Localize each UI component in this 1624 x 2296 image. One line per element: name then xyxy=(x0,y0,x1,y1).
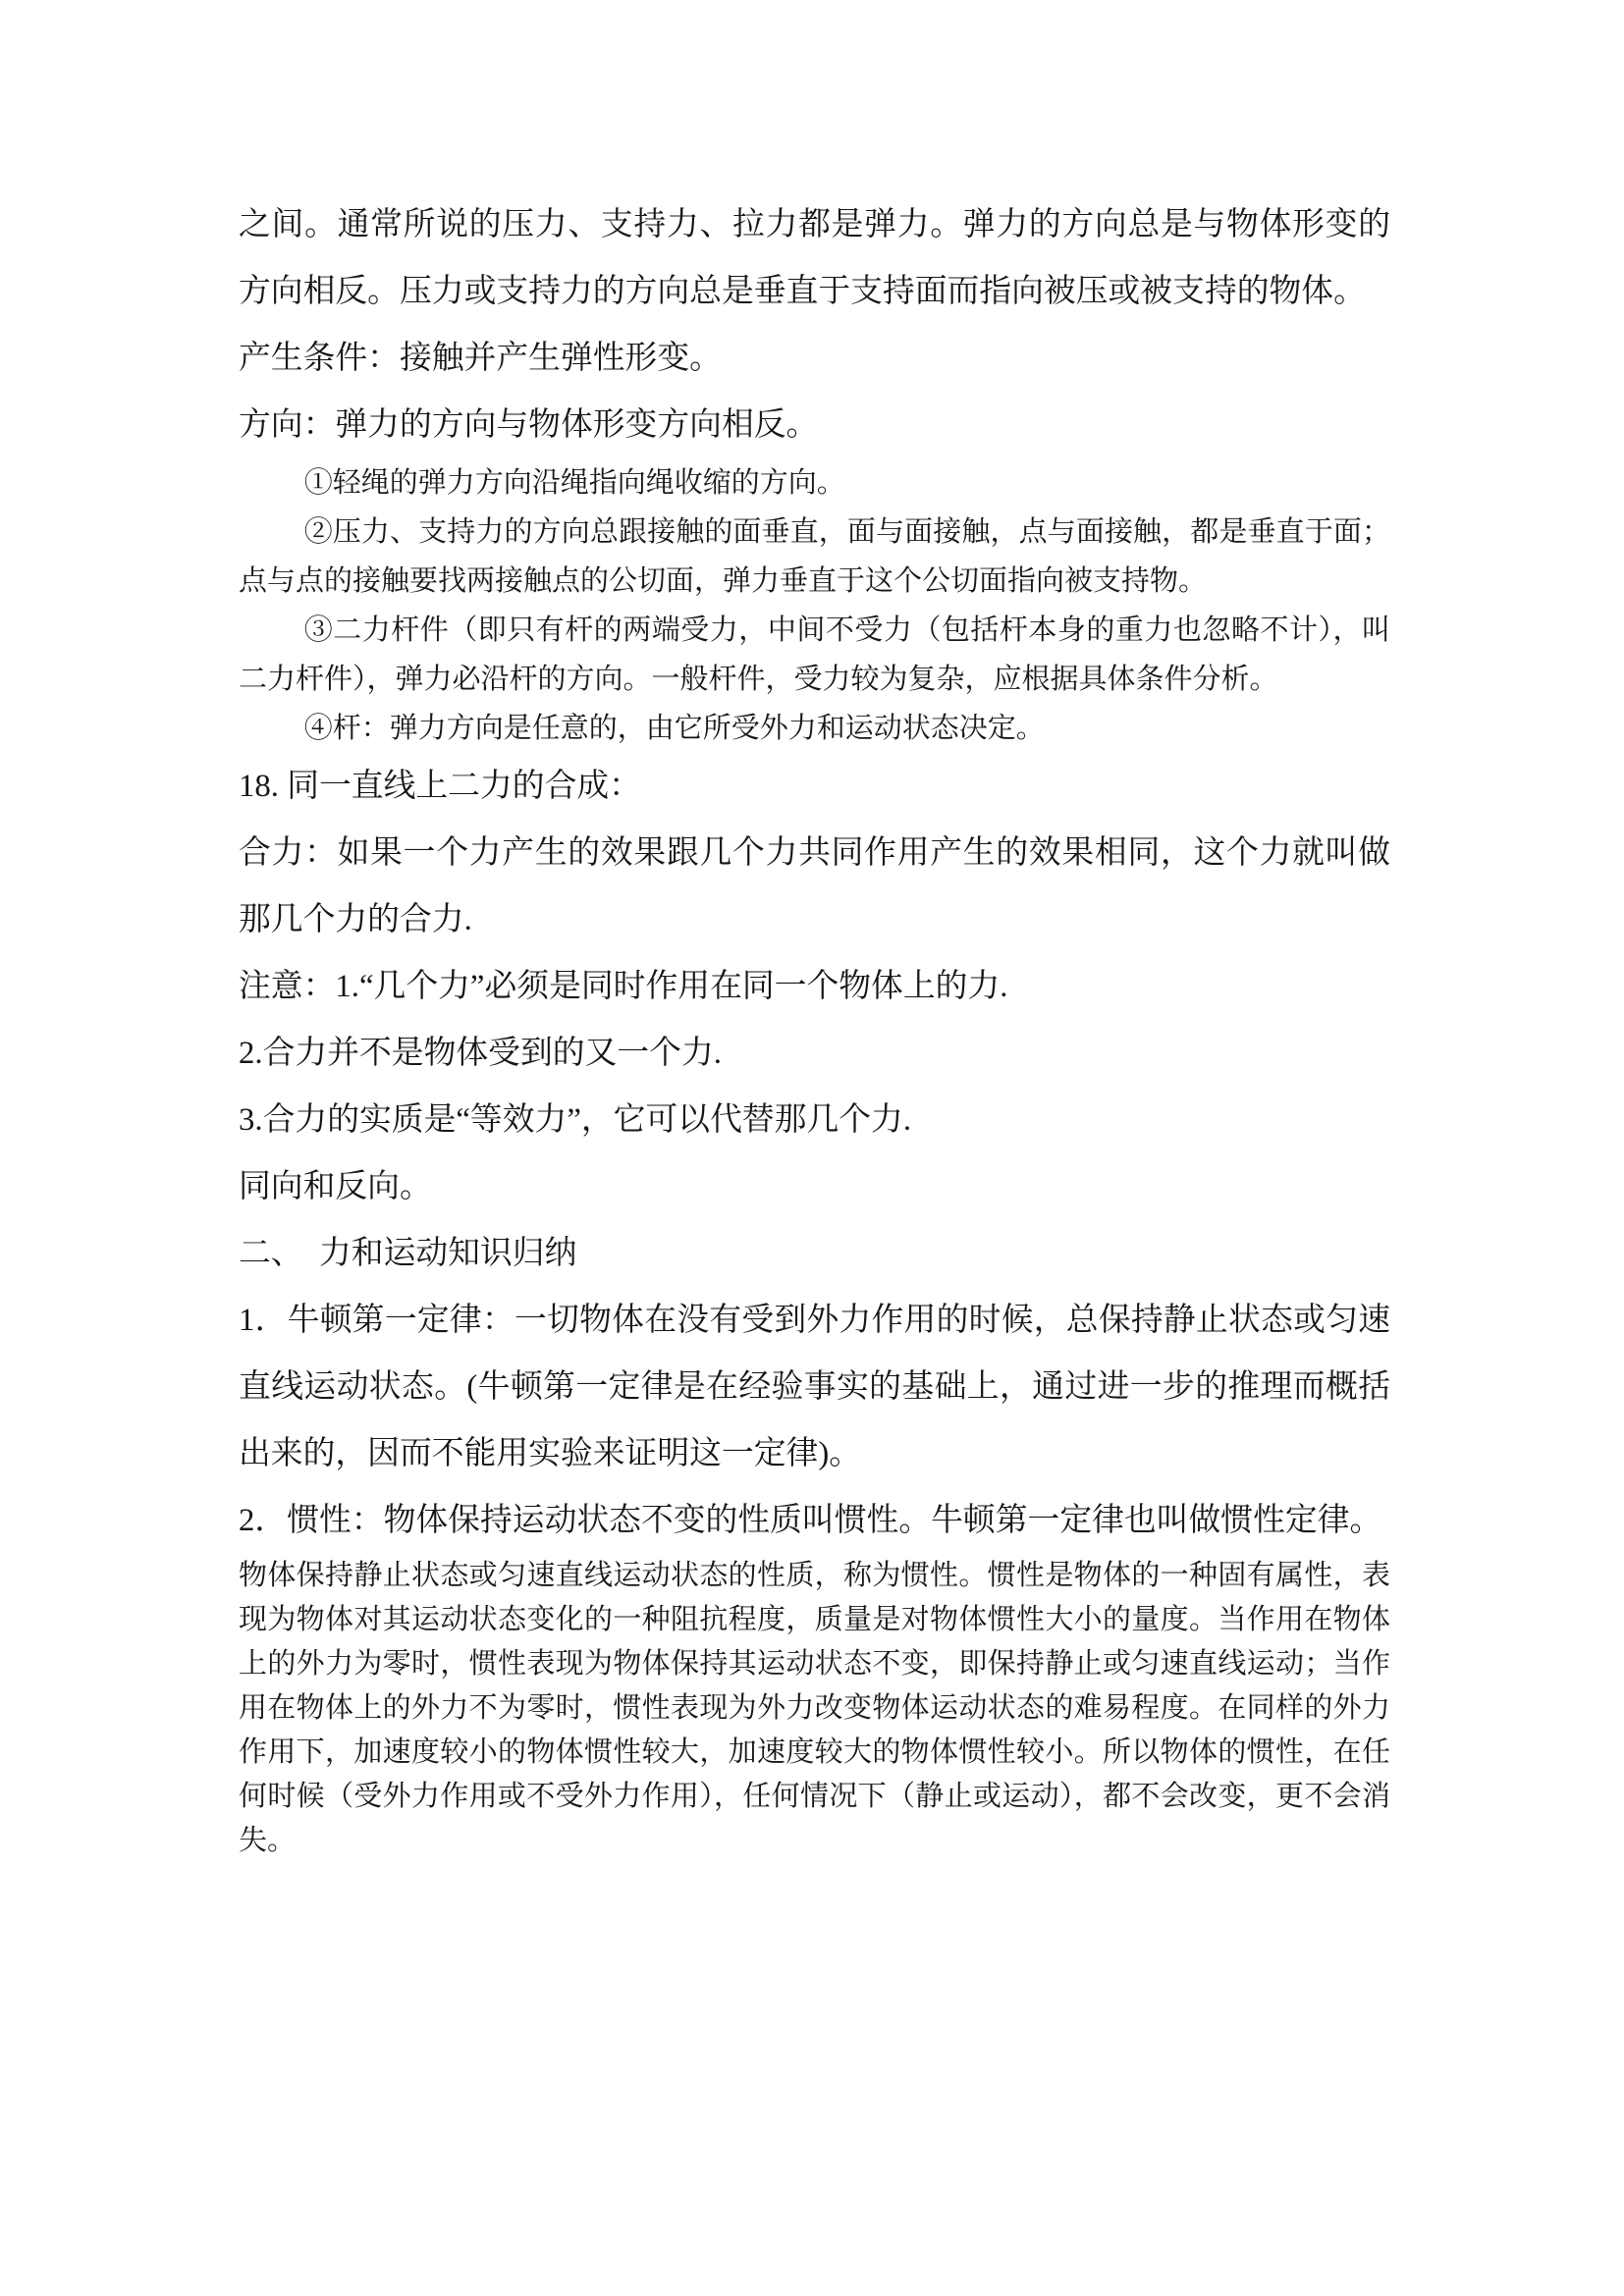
paragraph-attention-note-2: 2.合力并不是物体受到的又一个力. xyxy=(239,1036,722,1071)
paragraph-attention-note-3: 3.合力的实质是“等效力”，它可以代替那几个力. xyxy=(239,1102,912,1138)
paragraph-resultant-force-definition: 合力：如果一个力产生的效果跟几个力共同作用产生的效果相同，这个力就叫做那几个力的合力. xyxy=(239,835,1390,937)
paragraph-same-and-opposite-direction: 同向和反向。 xyxy=(239,1169,432,1204)
paragraph-force-direction: 方向：弹力的方向与物体形变方向相反。 xyxy=(239,407,819,443)
paragraph-inertia-heading: 2．惯性：物体保持运动状态不变的性质叫惯性。牛顿第一定律也叫做惯性定律。 xyxy=(239,1503,1382,1538)
note-item-3-two-force-rod: ③二力杆件（即只有杆的两端受力，中间不受力（包括杆本身的重力也忽略不计），叫二力杆件），弹力必沿杆的方向。一般杆件，受力较为复杂，应根据具体条件分析。 xyxy=(239,614,1390,695)
paragraph-newton-first-law: 1．牛顿第一定律：一切物体在没有受到外力作用的时候，总保持静止状态或匀速直线运动状态。(牛顿第一定律是在经验事实的基础上，通过进一步的推理而概括出来的，因而不能用实验来证明这一定律)。 xyxy=(239,1303,1390,1471)
heading-section-2-force-and-motion: 二、 力和运动知识归纳 xyxy=(239,1236,577,1271)
note-item-2-pressure-support: ②压力、支持力的方向总跟接触的面垂直，面与面接触，点与面接触，都是垂直于面；点与点的接触要找两接触点的公切面，弹力垂直于这个公切面指向被支持物。 xyxy=(239,516,1390,597)
paragraph-attention-note-1: 注意：1.“几个力”必须是同时作用在同一个物体上的力. xyxy=(239,969,1008,1004)
heading-item-18-force-composition: 18. 同一直线上二力的合成： xyxy=(239,769,641,804)
paragraph-production-condition: 产生条件：接触并产生弹性形变。 xyxy=(239,341,722,376)
paragraph-inertia-detail: 物体保持静止状态或匀速直线运动状态的性质，称为惯性。惯性是物体的一种固有属性，表现为物体对其运动状态变化的一种阻抗程度，质量是对物体惯性大小的量度。当作用在物体上的外力为零时，惯性表现为物体保持其运动状态不变，即保持静止或匀速直线运动；当作用在物体上的外力不为零时，惯性表现为外力改变物体运动状态的难易程度。在同样的外力作用下，加速度较小的物体惯性较大，加速度较大的物体惯性较小。所以物体的惯性，在任何时候（受外力作用或不受外力作用），任何情况下（静止或运动），都不会改变，更不会消失。 xyxy=(239,1560,1390,1856)
note-item-1-light-rope: ①轻绳的弹力方向沿绳指向绳收缩的方向。 xyxy=(303,467,845,499)
note-item-4-rod: ④杆：弹力方向是任意的，由它所受外力和运动状态决定。 xyxy=(303,713,1045,744)
paragraph-elastic-force-continuation: 之间。通常所说的压力、支持力、拉力都是弹力。弹力的方向总是与物体形变的方向相反。压力或支持力的方向总是垂直于支持面而指向被压或被支持的物体。 xyxy=(239,207,1390,309)
